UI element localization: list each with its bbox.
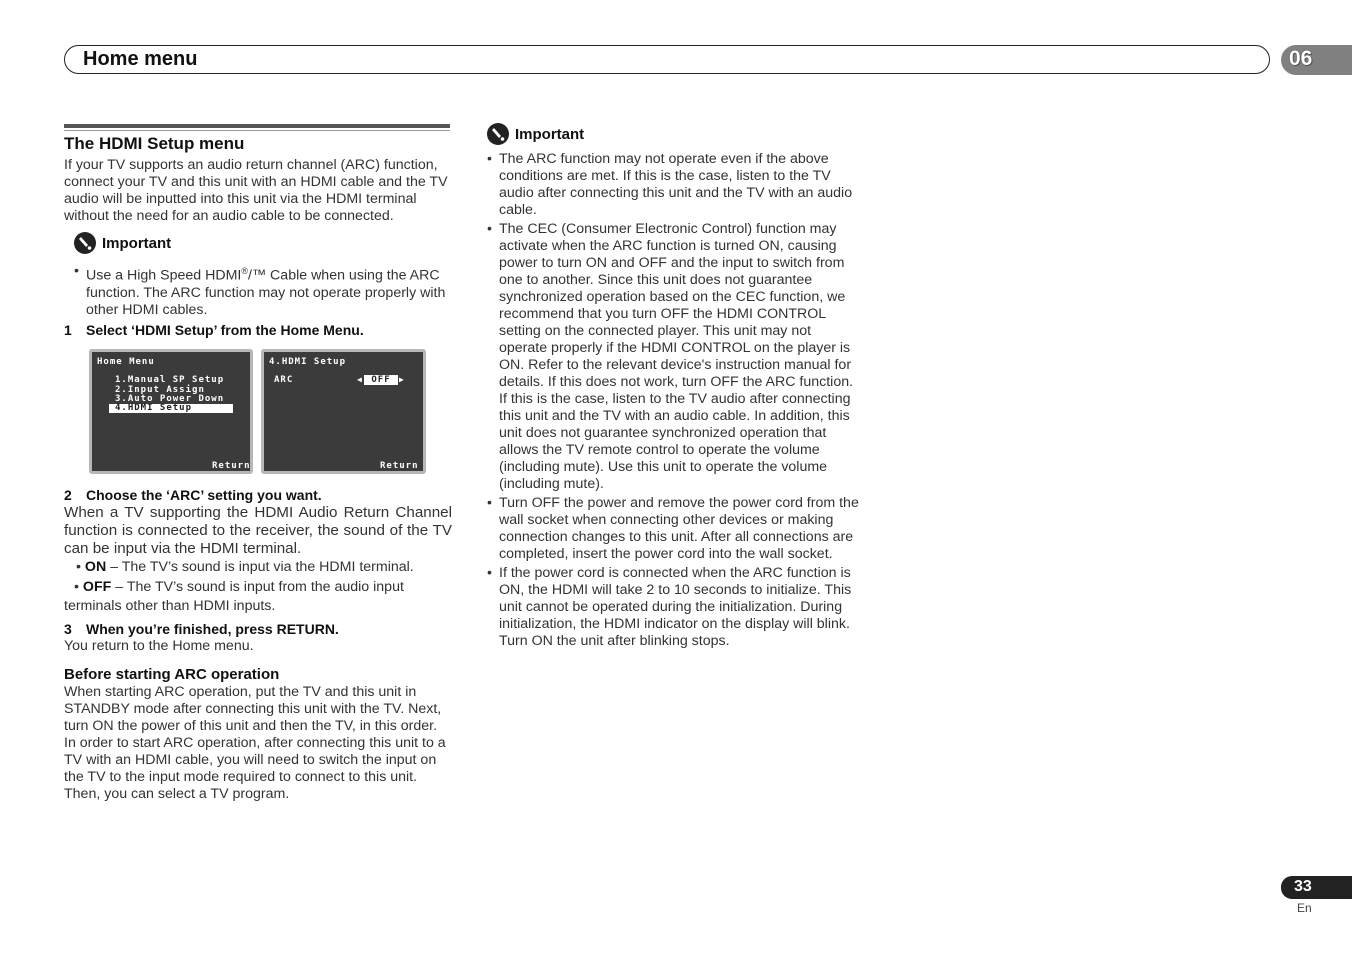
left-important-block — [74, 232, 452, 319]
step-1-number: 1 — [64, 322, 72, 338]
osd-menu-item: 1.Manual SP Setup — [115, 375, 225, 385]
list-item: • The ARC function may not operate even if the above conditions are met. If this is the case, listen to the TV audio after connecting this unit and the TV with an audio cable. — [487, 151, 863, 219]
important-bullet-text-a: Use a High Speed HDMI — [86, 267, 242, 284]
option-off-text: – The TV’s sound is input from the audio input — [111, 579, 404, 595]
osd-title: Home Menu — [97, 357, 155, 367]
important-exclamation-icon — [487, 123, 509, 145]
intro-paragraph: If your TV supports an audio return channel (ARC) function, connect your TV and this unit with an HDMI cable and the TV audio will be inputted into this unit via the HDMI terminal without the need for an audio cable to be connected. — [64, 157, 448, 224]
section-rule-thick — [64, 124, 450, 128]
registered-mark: ® — [241, 266, 248, 276]
osd-menu-item: 3.Auto Power Down — [115, 394, 225, 404]
osd-menu-item-selected: 4.HDMI Setup — [109, 404, 233, 413]
right-column — [487, 123, 863, 650]
important-label: Important — [515, 125, 585, 143]
chapter-badge — [1281, 45, 1352, 75]
important-bullet-text-b: /™ Cable when using the ARC function. The ARC function may not operate properly with other HDMI cables. — [86, 267, 446, 318]
osd-return: Return — [380, 461, 419, 471]
osd-return: Return — [212, 461, 251, 471]
option-on-label: ON — [84, 559, 107, 575]
left-column — [64, 134, 452, 225]
section-title: The HDMI Setup menu — [64, 134, 245, 153]
subsection-body: When starting ARC operation, put the TV and this unit in STANDBY mode after connecting this unit with the TV. Next, turn ON the power of this unit and then the TV, in this order. In order to start ARC operation, after connecting this unit to a TV with an HDMI cable, you will need to switch the input on the TV to the input mode required to connect to this unit. Then, you can select a TV program. — [64, 684, 446, 802]
osd-arc-label: ARC — [274, 375, 294, 385]
arrow-left-icon: ◀ — [357, 375, 363, 384]
option-off: • OFF – The TV’s sound is input from the audio input — [74, 579, 404, 595]
arrow-right-icon: ▶ — [399, 375, 405, 384]
page-header-title: Home menu — [83, 48, 198, 70]
list-item: • The CEC (Consumer Electronic Control) function may activate when the ARC function is turned ON, causing power to turn ON and OFF and the input to switch from one to another. Since this unit does not guarantee synchronized operation based on the CEC function, we recommend that you turn OFF the HDMI CONTROL setting on the connected player. This unit may not operate properly if the HDMI CONTROL on the player is ON. Refer to the relevant device's instruction manual for details. If this does not work, turn OFF the ARC function. If this is the case, listen to the TV audio after connecting this unit and the TV with an audio cable. In addition, this unit does not guarantee synchronized operation that allows the TV remote control to operate the volume (including mute). Use this unit to operate the volume (including mute). — [487, 221, 863, 493]
chapter-number: 06 — [1289, 47, 1313, 70]
step-3-body: You return to the Home menu. — [64, 638, 254, 654]
step-2 — [64, 487, 452, 615]
section-rule-thin — [64, 130, 450, 131]
right-important-heading — [487, 123, 863, 145]
list-item: • If the power cord is connected when the ARC function is ON, the HDMI will take 2 to 10 seconds to initialize. This unit cannot be operated during the initialization. During initialization, the HDMI indicator on the display will blink. Turn ON the unit after blinking stops. — [487, 565, 863, 650]
step-2-number: 2 — [64, 487, 72, 503]
language-label: En — [1297, 901, 1312, 915]
step-1 — [64, 322, 452, 338]
osd-title: 4.HDMI Setup — [269, 357, 347, 367]
important-bullet — [74, 263, 452, 319]
page-number: 33 — [1294, 878, 1312, 895]
step-3-text: When you’re finished, press RETURN. — [86, 621, 339, 637]
page-number-badge — [1281, 876, 1352, 899]
option-on: • ON – The TV’s sound is input via the HDMI terminal. — [76, 559, 414, 575]
osd-screen-home-menu — [89, 349, 253, 474]
option-off-continued: terminals other than HDMI inputs. — [64, 598, 276, 614]
right-bullet-list — [487, 151, 863, 650]
option-on-text: – The TV’s sound is input via the HDMI terminal. — [106, 559, 414, 575]
step-2-body: When a TV supporting the HDMI Audio Return Channel function is connected to the receiver, the sound of the TV can be input via the HDMI terminal. — [64, 504, 452, 557]
step-3-number: 3 — [64, 621, 72, 637]
step-2-text: Choose the ‘ARC’ setting you want. — [86, 487, 322, 503]
step-3 — [64, 621, 452, 655]
subsection-title: Before starting ARC operation — [64, 666, 280, 683]
before-arc-section — [64, 666, 452, 803]
option-off-label: OFF — [82, 579, 112, 595]
important-label: Important — [102, 234, 172, 252]
important-exclamation-icon — [74, 232, 96, 254]
osd-menu-item: 2.Input Assign — [115, 385, 205, 395]
header-bar — [64, 45, 1270, 74]
osd-screen-hdmi-setup — [261, 349, 426, 474]
step-1-text: Select ‘HDMI Setup’ from the Home Menu. — [86, 322, 364, 338]
list-item: • Turn OFF the power and remove the power cord from the wall socket when connecting other devices or making connection changes to this unit. After all connections are completed, insert the power cord into the wall socket. — [487, 495, 863, 563]
osd-arc-value: OFF — [364, 375, 398, 385]
left-important-heading — [74, 232, 452, 254]
